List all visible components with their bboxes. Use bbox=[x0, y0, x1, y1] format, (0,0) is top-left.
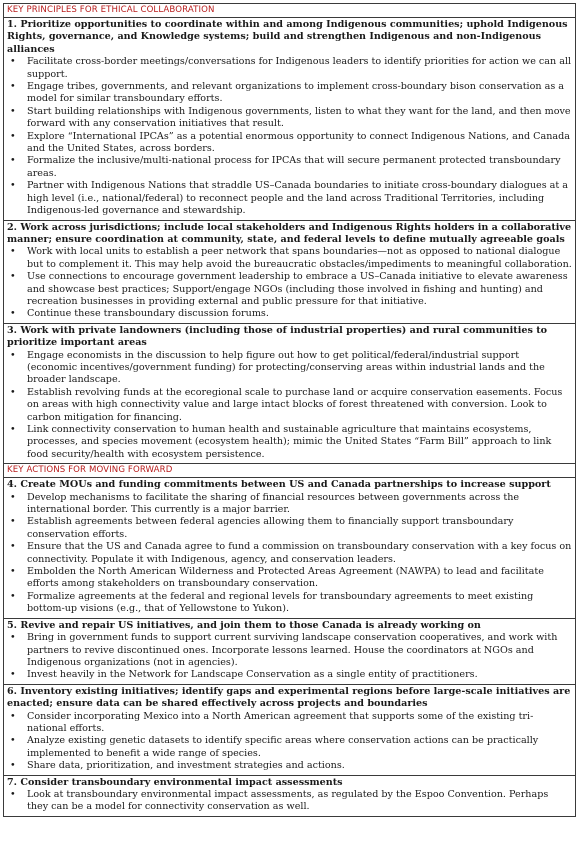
principle-title: 2. Work across jurisdictions; include local stakeholders and Indigenous Rights holders in a collaborative manner; ensure coordination at community, state, and federal levels to define mutually agreeable goals bbox=[7, 221, 572, 245]
document-table bbox=[3, 3, 576, 817]
list-item: • Develop mechanisms to facilitate the sharing of financial resources between governments across the international border. This currently is a major barrier. bbox=[7, 492, 572, 517]
list-item: • Partner with Indigenous Nations that straddle US–Canada boundaries to initiate cross-boundary dialogues at a high level (i.e., national/federal) to reconnect people and the land across Traditional Territories, including Indigenous-led governance and stewardship. bbox=[7, 180, 572, 217]
bullet-list bbox=[7, 789, 572, 814]
action-title: 4. Create MOUs and funding commitments between US and Canada partnerships to increase support bbox=[7, 479, 551, 491]
list-item: • Embolden the North American Wilderness and Protected Areas Agreement (NAWPA) to lead and facilitate efforts among stakeholders on transboundary conservation. bbox=[7, 566, 572, 591]
list-item: • Formalize agreements at the federal and regional levels for transboundary agreements to meet existing bottom-up visions (e.g., that of Yellowstone to Yukon). bbox=[7, 591, 572, 616]
principle-3 bbox=[4, 324, 575, 464]
list-item: • Facilitate cross-border meetings/conversations for Indigenous leaders to identify priorities for action we can all support. bbox=[7, 56, 572, 81]
list-item: • Use connections to encourage government leadership to embrace a US–Canada initiative to elevate awareness and showcase best practices; Support/engage NGOs (including those involved in fishing and hunting) and recreation businesses in providing external and public pressure for that initiative. bbox=[7, 271, 572, 308]
section-header-actions: KEY ACTIONS FOR MOVING FORWARD bbox=[4, 464, 575, 478]
list-item: • Continue these transboundary discussion forums. bbox=[7, 308, 572, 320]
list-item: • Establish agreements between federal agencies allowing them to financially support transboundary conservation efforts. bbox=[7, 516, 572, 541]
principle-1 bbox=[4, 18, 575, 221]
bullet-list bbox=[7, 56, 572, 217]
principle-2 bbox=[4, 221, 575, 324]
list-item: • Formalize the inclusive/multi-national process for IPCAs that will secure permanent protected transboundary areas. bbox=[7, 155, 572, 180]
principle-title: 1. Prioritize opportunities to coordinate within and among Indigenous communities; uphold Indigenous Rights, governance, and Knowledge systems; build and strengthen Indigenous and non-Indigenous alliances bbox=[7, 19, 568, 55]
list-item: • Link connectivity conservation to human health and sustainable agriculture that maintains ecosystems, processes, and species movement (ecosystem health); mimic the United States “Farm Bill” approach to link food security/health with ecosystem persistence. bbox=[7, 424, 572, 461]
list-item: • Engage economists in the discussion to help figure out how to get political/federal/industrial support (economic incentives/government funding) for protecting/conserving areas within industrial lands and the broader landscape. bbox=[7, 350, 572, 387]
list-item: • Work with local units to establish a peer network that spans boundaries—not as opposed to national dialogue but to complement it. This may help avoid the bureaucratic obstacles/impediments to meaningful collaboration. bbox=[7, 246, 572, 271]
action-title: 5. Revive and repair US initiatives, and join them to those Canada is already working on bbox=[7, 619, 481, 631]
list-item: • Share data, prioritization, and investment strategies and actions. bbox=[7, 760, 572, 772]
list-item: • Analyze existing genetic datasets to identify specific areas where conservation actions can be practically implemented to benefit a wide range of species. bbox=[7, 735, 572, 760]
bullet-list bbox=[7, 246, 572, 320]
list-item: • Ensure that the US and Canada agree to fund a commission on transboundary conservation with a key focus on connectivity. Populate it with Indigenous, agency, and conservation leaders. bbox=[7, 541, 572, 566]
section-header-principles: KEY PRINCIPLES FOR ETHICAL COLLABORATION bbox=[4, 4, 575, 18]
bullet-list bbox=[7, 492, 572, 616]
list-item: • Invest heavily in the Network for Landscape Conservation as a single entity of practitioners. bbox=[7, 669, 572, 681]
list-item: • Look at transboundary environmental impact assessments, as regulated by the Espoo Convention. Perhaps they can be a model for connectivity conservation as well. bbox=[7, 789, 572, 814]
list-item: • Engage tribes, governments, and relevant organizations to implement cross-boundary bison conservation as a model for similar transboundary efforts. bbox=[7, 81, 572, 106]
list-item: • Establish revolving funds at the ecoregional scale to purchase land or acquire conservation easements. Focus on areas with high connectivity value and large intact blocks of forest threatened with conversion. Look to carbon mitigation for financing. bbox=[7, 387, 572, 424]
action-7 bbox=[4, 776, 575, 817]
list-item: • Start building relationships with Indigenous governments, listen to what they want for the land, and then move forward with any conservation initiatives that result. bbox=[7, 106, 572, 131]
list-item: • Consider incorporating Mexico into a North American agreement that supports some of the existing tri-national efforts. bbox=[7, 711, 572, 736]
bullet-list bbox=[7, 711, 572, 773]
action-title: 7. Consider transboundary environmental impact assessments bbox=[7, 776, 343, 788]
action-6 bbox=[4, 685, 575, 776]
principle-title: 3. Work with private landowners (including those of industrial properties) and rural communities to prioritize important areas bbox=[7, 324, 548, 349]
bullet-list bbox=[7, 632, 572, 682]
bullet-list bbox=[7, 350, 572, 462]
action-title: 6. Inventory existing initiatives; identify gaps and experimental regions before large-scale initiatives are enacted; ensure data can be shared effectively across projects and boundaries bbox=[7, 685, 571, 710]
action-4 bbox=[4, 478, 575, 618]
list-item: • Explore “International IPCAs” as a potential enormous opportunity to connect Indigenous Nations, and Canada and the United States, across borders. bbox=[7, 131, 572, 156]
action-5 bbox=[4, 619, 575, 685]
list-item: • Bring in government funds to support current surviving landscape conservation cooperatives, and work with partners to revive discontinued ones. Incorporate lessons learned. House the coordinators at NGOs and Indigenous organizations (not in agencies). bbox=[7, 632, 572, 669]
